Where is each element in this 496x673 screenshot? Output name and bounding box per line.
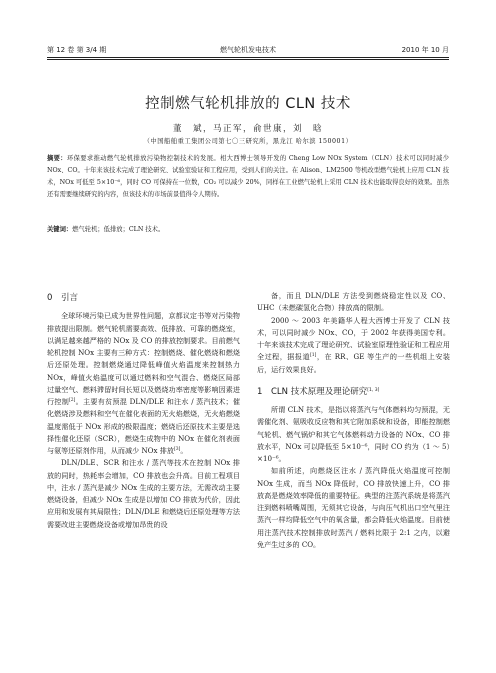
left-column [47, 292, 240, 531]
body-paragraph: 所谓 CLN 技术，是指以将蒸汽与气体燃料均匀预混，无需催化剂、氨吸收反应物和其它附加系统和设备，即能控制燃气轮机、燃气锅炉和其它气体燃料动力设备的 NOx、CO 排放水平，NOx 可以降低至 5×10⁻⁶，同时 CO 约为（1 ～ 5）×10⁻⁶。 [257, 405, 450, 463]
keywords [47, 224, 449, 236]
abstract-label: 摘要： [47, 155, 67, 162]
citation: [1] [310, 353, 317, 359]
header-date: 2010 年 10 月 [401, 46, 449, 54]
header-rule-thick [47, 57, 449, 58]
right-column [257, 290, 450, 551]
citation: [3] [173, 447, 181, 452]
abstract [47, 153, 449, 201]
header-journal: 燃气轮机发电技术 [220, 46, 276, 54]
header-volume: 第 12 卷 第 3/4 期 [47, 46, 107, 54]
section-0-heading [47, 292, 240, 304]
paper-affiliation: （中国船舶重工集团公司第七〇三研究所，黑龙江 哈尔滨 150001） [143, 138, 353, 145]
section-1-heading [257, 386, 450, 398]
body-paragraph: 全球环境污染已成为世界性问题，京都议定书等对污染物排放提出限制。燃气轮机需要高效、低排放、可靠的燃烧室，以满足越来越严格的 NOx 及 CO 的排放控制要求。目前燃气轮机控制 NOx 主要有三种方式：控制燃烧、催化燃烧和燃烧后还原处理。控制燃烧通过降低峰值火焰温度来控制热力 NOx，峰值火焰温度可以通过燃料和空气混合、燃烧区局部过量空气、燃料滞留时间长短以及燃烧功率密度等影响因素进行控制[2]。主要有贫预混 DLN/DLE 和注水 / 蒸汽技术；催化燃烧涉及燃料和空气在催化表面的无火焰燃烧，无火焰燃烧温度需低于 NOx 形成的极限温度；燃烧后还原技术主要是选择性催化还原（SCR），燃烧生成物中的 NOx 在催化剂表面与氨等还原剂作用，从而减少 NOx 排放[3]。 [47, 311, 240, 455]
header-rule-thin [47, 59, 449, 60]
section-0-title: 引言 [61, 293, 79, 303]
body-paragraph: 2000 ～ 2003 年美籍华人程大西博士开发了 CLN 技术，可以同时减少 NOx、CO，于 2002 年获得美国专利。十年来该技术完成了理论研究、试验室原理性验证和工程应用全过程，据报道[1]，在 RR、GE 等生产的一些机组上安装后，运行效果良好。 [257, 315, 450, 374]
keywords-text: 燃气轮机；低排放；CLN 技术。 [72, 226, 165, 233]
paper-authors: 董 斌，马正军，俞世康，刘 晗 [172, 124, 323, 134]
running-header [47, 44, 449, 56]
citation: [2] [69, 398, 76, 403]
body-paragraph: 备，而且 DLN/DLE 方法受到燃烧稳定性以及 CO、UHC（未燃碳氢化合物）排放高的限制。 [257, 291, 450, 313]
body-paragraph: 如前所述，向燃烧区注水 / 蒸汽降低火焰温度可控制 NOx 生成，而当 NOx 降低时，CO 排放快速上升，CO 排放高是燃烧效率降低的重要特征。典型的注蒸汽系统是将蒸汽注到燃料喷嘴周围，无须其它设备，与向压气机出口空气里注蒸汽一样均降低空气中的氧含量，都会降低火焰温度。目前使用注蒸汽技术控制排放时蒸汽 / 燃料比限于 2:1 之内，以避免产生过多的 CO。 [257, 466, 450, 549]
body-paragraph: DLN/DLE、SCR 和注水 / 蒸汽等技术在控制 NOx 排放的同时，热耗率会增加，CO 排放也会升高。目前工程项目中，注水 / 蒸汽是减少 NOx 生成的主要方法，无需改动主要燃烧设备，但减少 NOx 生成是以增加 CO 排放为代价，因此应用和发展有其局限性；DLN/DLE 和燃烧后还原处理等方法需要改进主要燃烧设备或增加昂贵的设 [47, 458, 240, 529]
section-0-number: 0 [47, 293, 53, 303]
keywords-label: 关键词： [47, 226, 73, 233]
section-1-number: 1 [257, 386, 263, 397]
section-1-title: CLN 技术原理及理论研究 [271, 386, 368, 397]
abstract-text: 环保要求推动燃气轮机排放污染物控制技术的发展。相大西博士领导开发的 Cheng Low NOx System（CLN）技术可以同时减少 NOx、CO。十年来该技术完成了理论研究、试验室验证和工程应用，受到人们的关注。在 Alison、LM2500 等机改型燃气轮机上应用 CLN 技术，NOx 可低至 5×10⁻⁶，同时 CO 可保持在一位数，CO₂ 可以减少 20%，同样在工业燃气轮机上采用 CLN 技术也能取得良好的效果。虽然还有需要继续研究的内容，但该技术的市场前景值得令人期待。 [47, 155, 449, 198]
citation: [1, 3] [367, 387, 380, 393]
paper-title: 控制燃气轮机排放的 CLN 技术 [145, 96, 351, 112]
